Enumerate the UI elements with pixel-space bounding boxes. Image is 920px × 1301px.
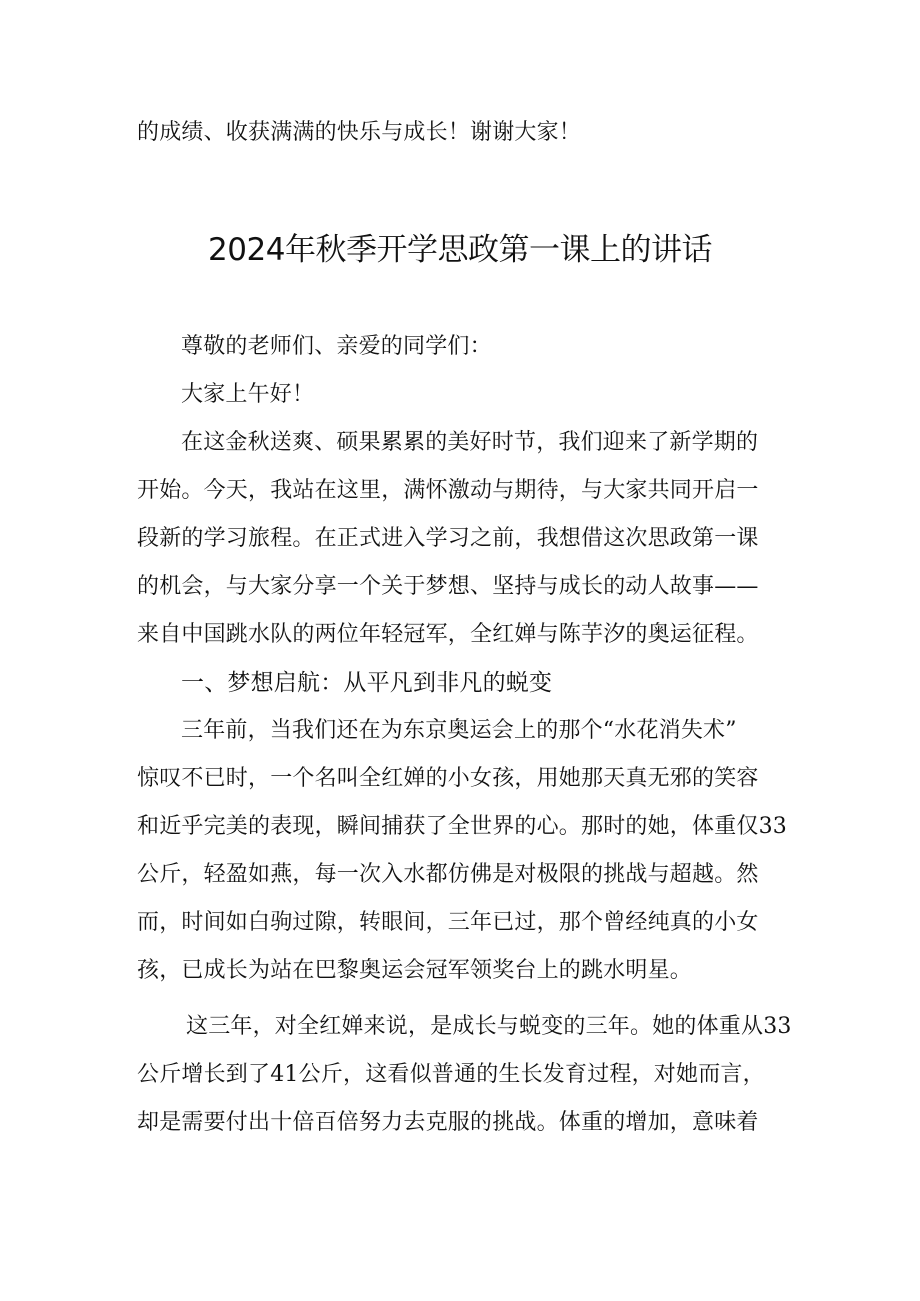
paragraph-line: 开始。今天，我站在这里，满怀激动与期待，与大家共同开启一 (137, 478, 759, 503)
paragraph-line: 来自中国跳水队的两位年轻冠军，全红婵与陈芋汐的奥运征程。 (137, 622, 759, 647)
paragraph-line: 而，时间如白驹过隙，转眼间，三年已过，那个曾经纯真的小女 (137, 910, 759, 935)
salutation: 尊敬的老师们、亲爱的同学们： (181, 334, 492, 359)
speech-title: 2024年秋季开学思政第一课上的讲话 (208, 232, 712, 268)
greeting: 大家上午好！ (181, 382, 315, 407)
closing-line: 的成绩、收获满满的快乐与成长！谢谢大家！ (137, 120, 582, 145)
paragraph-line: 公斤增长到了41公斤，这看似普通的生长发育过程，对她而言， (137, 1062, 765, 1087)
paragraph-line: 公斤，轻盈如燕，每一次入水都仿佛是对极限的挑战与超越。然 (137, 862, 759, 887)
paragraph-line: 这三年，对全红婵来说，是成长与蜕变的三年。她的体重从33 (186, 1014, 792, 1039)
paragraph-line: 孩，已成长为站在巴黎奥运会冠军领奖台上的跳水明星。 (137, 958, 693, 983)
paragraph-line: 和近乎完美的表现，瞬间捕获了全世界的心。那时的她，体重仅33 (137, 814, 787, 839)
paragraph-line: 惊叹不已时，一个名叫全红婵的小女孩，用她那天真无邪的笑容 (137, 766, 759, 791)
paragraph-line: 在这金秋送爽、硕果累累的美好时节，我们迎来了新学期的 (181, 430, 759, 455)
paragraph-line: 却是需要付出十倍百倍努力去克服的挑战。体重的增加，意味着 (137, 1110, 759, 1135)
paragraph-line: 的机会，与大家分享一个关于梦想、坚持与成长的动人故事—— (137, 574, 759, 599)
paragraph-line: 三年前，当我们还在为东京奥运会上的那个“水花消失术” (181, 718, 737, 743)
paragraph-line: 段新的学习旅程。在正式进入学习之前，我想借这次思政第一课 (137, 526, 759, 551)
section-heading: 一、梦想启航：从平凡到非凡的蜕变 (181, 670, 553, 696)
